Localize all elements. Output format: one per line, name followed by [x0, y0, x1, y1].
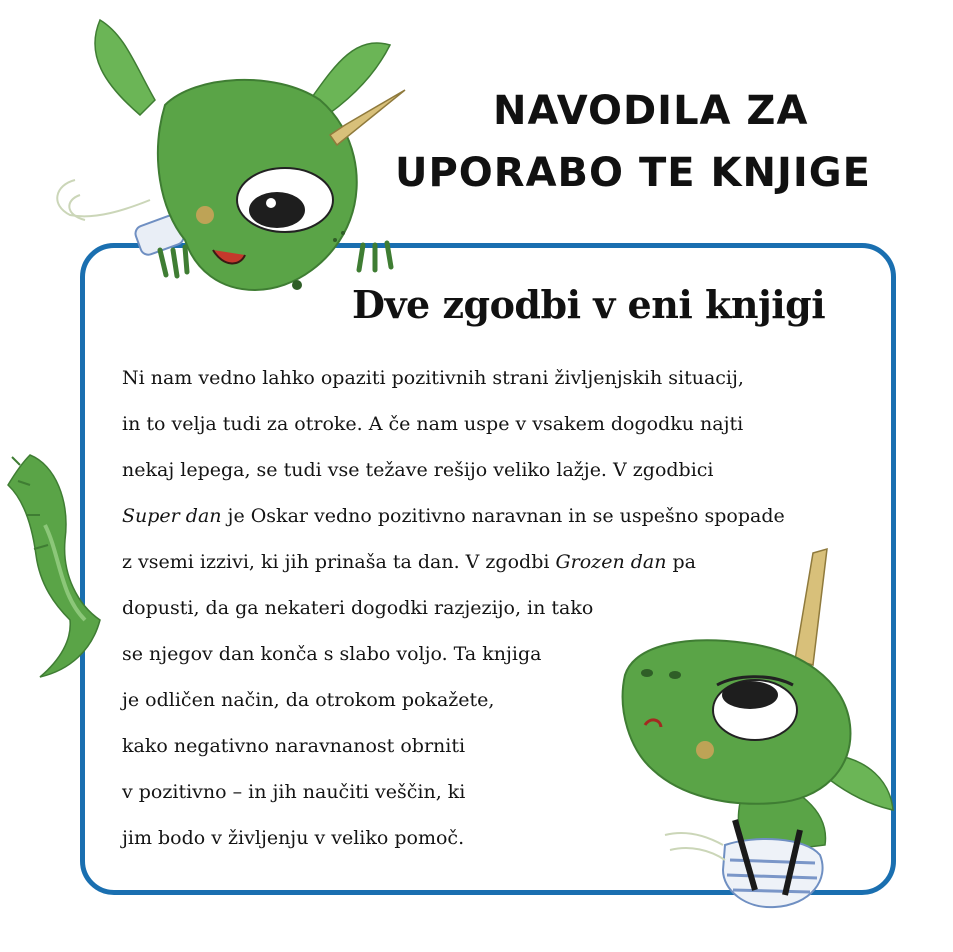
book-title-super-dan: Super dan: [122, 505, 222, 527]
body-line: in to velja tudi za otroke. A če nam uspe v vsakem dogodku najti: [122, 413, 744, 435]
title-line-1: NAVODILA ZA: [493, 88, 809, 134]
page-title: [395, 80, 915, 204]
body-line: nekaj lepega, se tudi vse težave rešijo veliko lažje. V zgodbici: [122, 459, 714, 481]
title-line-2: UPORABO TE KNJIGE: [395, 150, 871, 196]
dragon-bottom-illustration: [605, 545, 905, 925]
body-text-span: pa: [666, 551, 696, 573]
body-line: kako negativno naravnanost obrniti: [122, 735, 466, 757]
body-line: jim bodo v življenju v veliko pomoč.: [122, 827, 465, 849]
book-title-grozen-dan: Grozen dan: [555, 551, 667, 573]
body-line: [122, 493, 882, 539]
body-line: dopusti, da ga nekateri dogodki razjezijo, in tako: [122, 597, 594, 619]
section-subtitle: Dve zgodbi v eni knjigi: [352, 282, 826, 327]
body-line: Ni nam vedno lahko opaziti pozitivnih strani življenjskih situacij,: [122, 367, 744, 389]
dragon-tail-illustration: [0, 445, 110, 685]
body-text-span: je Oskar vedno pozitivno naravnan in se uspešno spopade: [221, 505, 785, 527]
dragon-top-illustration: [45, 5, 435, 325]
body-line: v pozitivno – in jih naučiti veščin, ki: [122, 781, 466, 803]
body-text-span: z vsemi izzivi, ki jih prinaša ta dan. V zgodbi: [122, 551, 556, 573]
body-line: je odličen način, da otrokom pokažete,: [122, 689, 495, 711]
body-line: se njegov dan konča s slabo voljo. Ta knjiga: [122, 643, 542, 665]
